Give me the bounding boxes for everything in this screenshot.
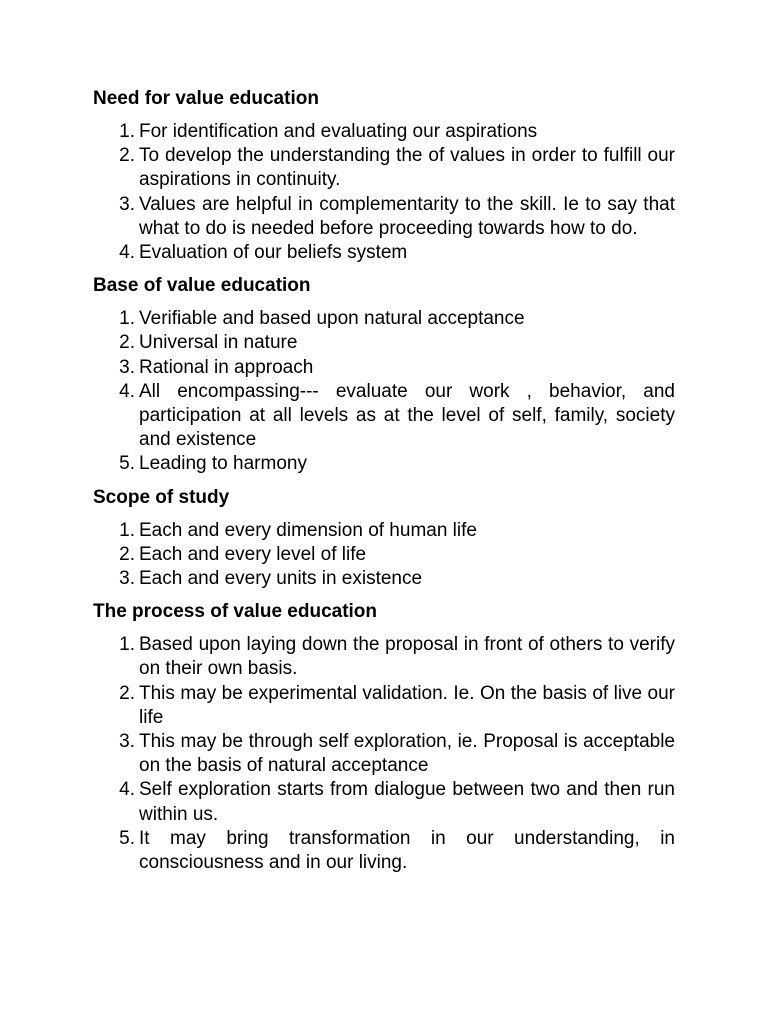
numbered-list — [93, 307, 675, 476]
list-number: 2. — [119, 682, 135, 704]
list-number: 2. — [119, 332, 135, 354]
list-item-text: All encompassing--- evaluate our work , behavior, and participation at all levels as at the level of self, family, society and existence — [139, 380, 675, 451]
list-item-text: This may be experimental validation. Ie. On the basis of live our life — [139, 682, 675, 728]
list-item — [93, 120, 675, 144]
list-item — [93, 331, 675, 355]
list-number: 2. — [119, 543, 135, 565]
list-number: 3. — [119, 193, 135, 215]
list-item-text: Universal in nature — [139, 332, 298, 354]
list-number: 5. — [119, 827, 135, 849]
list-item — [93, 356, 675, 380]
list-number: 1. — [119, 519, 135, 541]
list-item — [93, 380, 675, 453]
list-item-text: It may bring transformation in our understanding, in consciousness and in our living. — [139, 827, 675, 874]
list-item-text: Self exploration starts from dialogue between two and then run within us. — [139, 779, 675, 825]
list-item-text: Values are helpful in complementarity to the skill. Ie to say that what to do is needed before proceeding towards how to do. — [139, 193, 675, 239]
list-item-text: Verifiable and based upon natural acceptance — [139, 308, 525, 330]
list-item — [93, 827, 675, 875]
list-number: 2. — [119, 145, 135, 167]
section-base-of-value-education — [93, 273, 675, 476]
section-heading: Scope of study — [93, 486, 230, 508]
section-scope-of-study — [93, 485, 675, 592]
list-item-text: Evaluation of our beliefs system — [139, 242, 408, 264]
section-need-for-value-education — [93, 86, 675, 265]
list-item — [93, 193, 675, 241]
list-item-text: Each and every level of life — [139, 543, 367, 565]
list-item — [93, 452, 675, 476]
list-number: 3. — [119, 568, 135, 590]
list-item — [93, 778, 675, 826]
list-item-text: Based upon laying down the proposal in front of others to verify on their own basis. — [139, 634, 675, 680]
list-number: 1. — [119, 308, 135, 330]
document-page — [93, 86, 675, 883]
list-item-text: Rational in approach — [139, 356, 314, 378]
list-number: 1. — [119, 121, 135, 142]
section-heading: The process of value education — [93, 601, 378, 623]
section-heading: Base of value education — [93, 275, 311, 297]
list-item-text: This may be through self exploration, ie. Proposal is acceptable on the basis of natural acceptance — [139, 731, 675, 777]
list-item — [93, 682, 675, 730]
list-item — [93, 543, 675, 567]
list-number: 4. — [119, 779, 135, 801]
numbered-list — [93, 120, 675, 265]
numbered-list — [93, 633, 675, 875]
list-item-text: For identification and evaluating our aspirations — [139, 121, 538, 142]
list-number: 4. — [119, 242, 135, 264]
list-item-text: Each and every dimension of human life — [139, 519, 477, 541]
list-item-text: Leading to harmony — [139, 453, 307, 475]
list-number: 3. — [119, 731, 135, 753]
list-number: 4. — [119, 380, 135, 402]
list-item — [93, 633, 675, 681]
list-number: 1. — [119, 634, 135, 656]
section-process-of-value-education — [93, 599, 675, 875]
list-number: 3. — [119, 356, 135, 378]
list-item — [93, 730, 675, 778]
numbered-list — [93, 519, 675, 592]
list-item — [93, 144, 675, 192]
section-heading: Need for value education — [93, 88, 319, 109]
list-item-text: Each and every units in existence — [139, 568, 423, 590]
list-item — [93, 567, 675, 591]
list-number: 5. — [119, 453, 135, 475]
list-item — [93, 519, 675, 543]
list-item — [93, 241, 675, 265]
list-item — [93, 307, 675, 331]
list-item-text: To develop the understanding the of values in order to fulfill our aspirations in continuity. — [139, 145, 675, 191]
